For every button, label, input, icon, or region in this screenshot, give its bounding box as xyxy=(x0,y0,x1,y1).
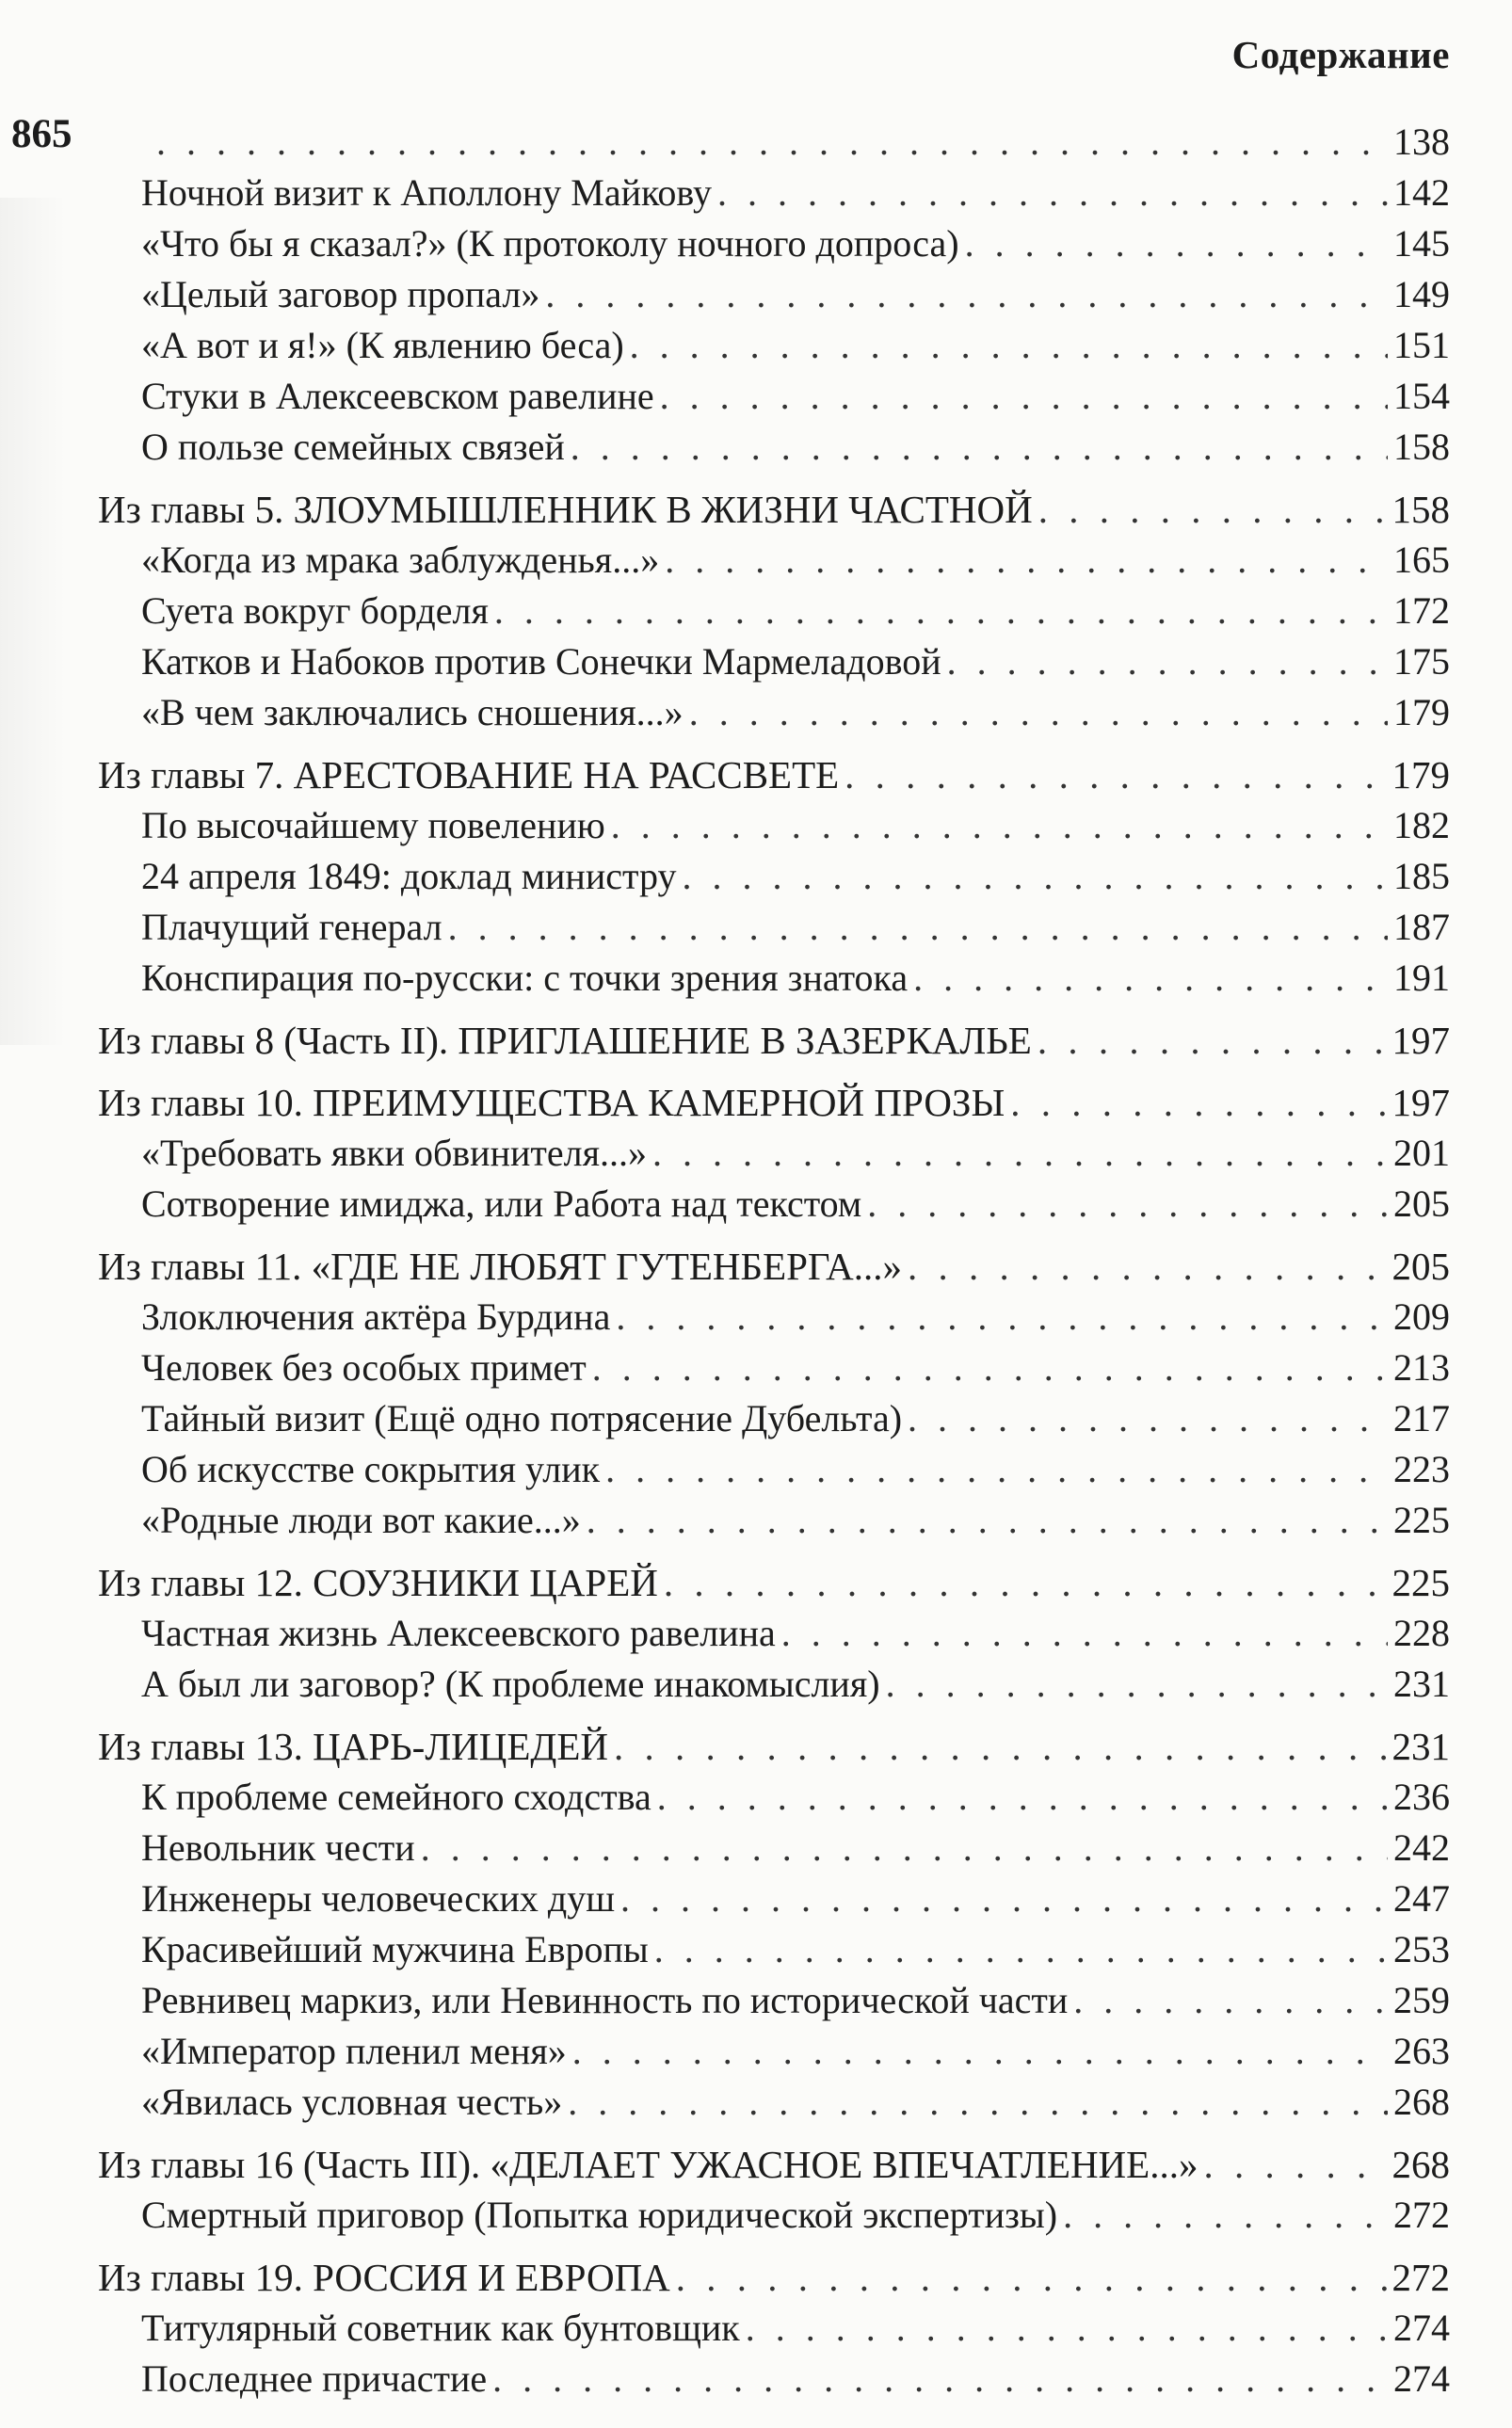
chapter-title: Из главы 12. СОУЗНИКИ ЦАРЕЙ xyxy=(98,1561,658,1604)
page-ref: 272 xyxy=(1391,2256,1450,2299)
dot-leader xyxy=(614,1721,1386,1772)
section-title: Последнее причастие xyxy=(141,2357,488,2400)
dot-leader xyxy=(1010,1077,1386,1128)
toc-section-entry[interactable] xyxy=(0,371,1512,422)
dot-leader xyxy=(545,269,1388,320)
section-title: «Явилась условная честь» xyxy=(141,2081,563,2123)
toc-section-entry[interactable] xyxy=(0,1393,1512,1444)
toc-chapter-entry[interactable] xyxy=(0,1721,1512,1772)
section-title: «А вот и я!» (К явлению беса) xyxy=(141,324,624,366)
page-ref: 197 xyxy=(1391,1019,1450,1062)
toc-chapter-entry[interactable] xyxy=(0,1015,1512,1066)
dot-leader xyxy=(781,1608,1388,1659)
toc-section-entry[interactable] xyxy=(0,586,1512,636)
toc-chapter-group xyxy=(0,1077,1512,1230)
section-title: К проблеме семейного сходства xyxy=(141,1776,651,1818)
dot-leader xyxy=(572,2026,1388,2077)
section-title: «Император пленил меня» xyxy=(141,2030,567,2072)
section-title: «Требовать явки обвинителя...» xyxy=(141,1132,647,1174)
toc-section-entry[interactable] xyxy=(0,168,1512,218)
section-title: Конспирация по-русски: с точки зрения знатока xyxy=(141,957,909,999)
section-title: Титулярный советник как бунтовщик xyxy=(141,2307,740,2349)
toc-section-entry[interactable] xyxy=(0,953,1512,1004)
page-ref: 142 xyxy=(1393,171,1450,214)
page-ref: 231 xyxy=(1393,1663,1450,1705)
toc-section-entry[interactable] xyxy=(0,2354,1512,2404)
dot-leader xyxy=(620,1873,1388,1924)
page-ref: 274 xyxy=(1393,2357,1450,2400)
dot-leader xyxy=(592,1343,1388,1393)
toc-chapter-group xyxy=(0,1557,1512,1710)
page-ref: 247 xyxy=(1393,1877,1450,1920)
toc-section-entry[interactable] xyxy=(0,1873,1512,1924)
dot-leader xyxy=(1038,484,1387,535)
page-ref: 263 xyxy=(1393,2030,1450,2072)
page-ref: 223 xyxy=(1393,1448,1450,1490)
toc-chapter-entry[interactable] xyxy=(0,1557,1512,1608)
dot-leader xyxy=(605,1444,1388,1495)
dot-leader xyxy=(664,1557,1387,1608)
page-ref: 225 xyxy=(1393,1499,1450,1541)
page-ref: 151 xyxy=(1393,324,1450,366)
page-ref: 201 xyxy=(1393,1132,1450,1174)
dot-leader xyxy=(1073,1975,1388,2026)
toc-section-entry[interactable] xyxy=(0,269,1512,320)
page-ref: 259 xyxy=(1393,1979,1450,2021)
toc-chapter-entry[interactable] xyxy=(0,484,1512,535)
page-ref: 138 xyxy=(1393,121,1450,163)
toc-section-entry[interactable] xyxy=(0,2077,1512,2128)
chapter-title: Из главы 8 (Часть II). ПРИГЛАШЕНИЕ В ЗАЗЕРКАЛЬЕ xyxy=(98,1019,1032,1062)
toc-chapter-group xyxy=(0,1241,1512,1546)
page-ref: 228 xyxy=(1393,1612,1450,1654)
dot-leader xyxy=(717,168,1388,218)
chapter-title: Из главы 11. «ГДЕ НЕ ЛЮБЯТ ГУТЕНБЕРГА...» xyxy=(98,1245,903,1288)
page-ref: 217 xyxy=(1393,1397,1450,1439)
toc-section-entry[interactable] xyxy=(0,1343,1512,1393)
toc-section-entry[interactable] xyxy=(0,1444,1512,1495)
section-title: Невольник чести xyxy=(141,1826,415,1869)
section-title: Суета вокруг борделя xyxy=(141,589,489,632)
running-header: Содержание xyxy=(1231,33,1450,76)
toc-section-entry[interactable] xyxy=(0,1608,1512,1659)
dot-leader xyxy=(844,749,1386,800)
chapter-title: Из главы 5. ЗЛОУМЫШЛЕННИК В ЖИЗНИ ЧАСТНОЙ xyxy=(98,488,1033,531)
dot-leader xyxy=(1203,2139,1386,2190)
dot-leader xyxy=(571,422,1388,473)
section-title: «Целый заговор пропал» xyxy=(141,273,540,315)
dot-leader xyxy=(611,800,1388,851)
section-title: Тайный визит (Ещё одно потрясение Дубельта) xyxy=(141,1397,903,1439)
page-ref: 209 xyxy=(1393,1295,1450,1338)
section-title: «Когда из мрака заблужденья...» xyxy=(141,539,660,581)
page-ref: 179 xyxy=(1393,691,1450,733)
toc-chapter-group xyxy=(0,749,1512,1004)
page-ref: 274 xyxy=(1393,2307,1450,2349)
section-title: Смертный приговор (Попытка юридической экспертизы) xyxy=(141,2194,1058,2236)
dot-leader xyxy=(630,320,1388,371)
section-title: Инженеры человеческих душ xyxy=(141,1877,616,1920)
section-title: Ночной визит к Аполлону Майкову xyxy=(141,171,712,214)
page-ref: 179 xyxy=(1391,753,1450,796)
toc-section-entry[interactable] xyxy=(0,535,1512,586)
section-title: Частная жизнь Алексеевского равелина xyxy=(141,1612,776,1654)
toc-section-entry[interactable] xyxy=(0,800,1512,851)
page-ref: 268 xyxy=(1393,2081,1450,2123)
dot-leader xyxy=(908,1393,1388,1444)
dot-leader xyxy=(965,218,1388,269)
dot-leader xyxy=(568,2077,1388,2128)
toc-section-entry[interactable] xyxy=(0,1179,1512,1230)
page-ref: 145 xyxy=(1393,222,1450,265)
page-ref: 149 xyxy=(1393,273,1450,315)
toc-section-entry[interactable] xyxy=(0,2190,1512,2241)
section-title: А был ли заговор? (К проблеме инакомыслия) xyxy=(141,1663,880,1705)
toc-section-entry[interactable] xyxy=(0,2303,1512,2354)
page-ref: 268 xyxy=(1391,2143,1450,2186)
toc-section-entry[interactable] xyxy=(0,851,1512,902)
section-title: «В чем заключались сношения...» xyxy=(141,691,684,733)
toc-section-entry[interactable] xyxy=(0,1924,1512,1975)
page-ref: 197 xyxy=(1391,1081,1450,1124)
toc-chapter-entry[interactable] xyxy=(0,2139,1512,2190)
section-title: Плачущий генерал xyxy=(141,906,442,948)
dot-leader xyxy=(657,1772,1388,1823)
dot-leader xyxy=(676,2252,1387,2303)
dot-leader xyxy=(616,1292,1388,1343)
chapter-title: Из главы 19. РОССИЯ И ЕВРОПА xyxy=(98,2256,670,2299)
section-title: Сотворение имиджа, или Работа над текстом xyxy=(141,1182,862,1225)
toc-section-entry[interactable] xyxy=(0,1292,1512,1343)
toc-chapter-group xyxy=(0,2252,1512,2404)
page-ref: 172 xyxy=(1393,589,1450,632)
toc-section-entry[interactable] xyxy=(0,1975,1512,2026)
section-title: 24 апреля 1849: доклад министру xyxy=(141,855,677,897)
toc-section-entry[interactable] xyxy=(0,422,1512,473)
chapter-title: Из главы 13. ЦАРЬ-ЛИЦЕДЕЙ xyxy=(98,1725,609,1768)
section-title: Об искусстве сокрытия улик xyxy=(141,1448,601,1490)
page-ref: 225 xyxy=(1391,1561,1450,1604)
toc-chapter-entry[interactable] xyxy=(0,1241,1512,1292)
page-ref: 175 xyxy=(1393,640,1450,683)
page-ref: 205 xyxy=(1391,1245,1450,1288)
dot-leader xyxy=(156,117,1388,168)
section-title: «Что бы я сказал?» (К протоколу ночного допроса) xyxy=(141,222,959,265)
page-ref: 182 xyxy=(1393,804,1450,846)
page-ref: 253 xyxy=(1393,1928,1450,1970)
toc-section-entry[interactable] xyxy=(0,687,1512,738)
toc-section-entry[interactable] xyxy=(0,902,1512,953)
toc-chapter-entry[interactable] xyxy=(0,2252,1512,2303)
page-ref: 187 xyxy=(1393,906,1450,948)
toc-chapter-group xyxy=(0,1721,1512,2128)
dot-leader xyxy=(665,535,1388,586)
chapter-title: Из главы 10. ПРЕИМУЩЕСТВА КАМЕРНОЙ ПРОЗЫ xyxy=(98,1081,1005,1124)
page-ref: 191 xyxy=(1393,957,1450,999)
section-title: Человек без особых примет xyxy=(141,1346,587,1389)
toc-chapter-group xyxy=(0,484,1512,738)
section-title: О пользе семейных связей xyxy=(141,426,565,468)
page-ref: 231 xyxy=(1391,1725,1450,1768)
toc-chapter-group xyxy=(0,2139,1512,2241)
toc-section-entry[interactable] xyxy=(0,1823,1512,1873)
page-ref: 205 xyxy=(1393,1182,1450,1225)
section-title: По высочайшему повелению xyxy=(141,804,605,846)
toc-chapter-entry[interactable] xyxy=(0,749,1512,800)
page-ref: 158 xyxy=(1391,488,1450,531)
section-title: Катков и Набоков против Сонечки Мармеладовой xyxy=(141,640,941,683)
dot-leader xyxy=(421,1823,1388,1873)
toc-section-entry[interactable] xyxy=(0,1772,1512,1823)
section-title: Ревнивец маркиз, или Невинность по исторической части xyxy=(141,1979,1069,2021)
section-title: Стуки в Алексеевском равелине xyxy=(141,375,654,417)
dot-leader xyxy=(587,1495,1388,1546)
dot-leader xyxy=(682,851,1388,902)
dot-leader xyxy=(886,1659,1388,1710)
page-number: 865 xyxy=(11,112,72,156)
page-ref: 213 xyxy=(1393,1346,1450,1389)
page-ref: 158 xyxy=(1393,426,1450,468)
page-ref: 236 xyxy=(1393,1776,1450,1818)
dot-leader xyxy=(492,2354,1388,2404)
toc-section-entry[interactable] xyxy=(0,1659,1512,1710)
toc-section-entry[interactable] xyxy=(0,320,1512,371)
toc-section-entry[interactable] xyxy=(0,1128,1512,1179)
page-ref: 154 xyxy=(1393,375,1450,417)
dot-leader xyxy=(689,687,1388,738)
toc-section-entry[interactable] xyxy=(0,218,1512,269)
toc-section-entry[interactable] xyxy=(0,2026,1512,2077)
toc-chapter-group xyxy=(0,1015,1512,1066)
dot-leader xyxy=(494,586,1388,636)
toc-chapter-group xyxy=(0,117,1512,473)
page-ref: 165 xyxy=(1393,539,1450,581)
page-ref: 272 xyxy=(1393,2194,1450,2236)
dot-leader xyxy=(947,636,1388,687)
section-title: Злоключения актёра Бурдина xyxy=(141,1295,611,1338)
toc-section-entry[interactable] xyxy=(0,636,1512,687)
dot-leader xyxy=(746,2303,1388,2354)
dot-leader xyxy=(908,1241,1386,1292)
toc-section-entry[interactable] xyxy=(0,117,1512,168)
dot-leader xyxy=(1037,1015,1387,1066)
toc-section-entry[interactable] xyxy=(0,1495,1512,1546)
dot-leader xyxy=(660,371,1388,422)
dot-leader xyxy=(654,1924,1388,1975)
dot-leader xyxy=(1063,2190,1388,2241)
chapter-title: Из главы 16 (Часть III). «ДЕЛАЕТ УЖАСНОЕ ВПЕЧАТЛЕНИЕ...» xyxy=(98,2143,1198,2186)
page-ref: 242 xyxy=(1393,1826,1450,1869)
dot-leader xyxy=(867,1179,1388,1230)
dot-leader xyxy=(913,953,1388,1004)
page-ref: 185 xyxy=(1393,855,1450,897)
section-title: «Родные люди вот какие...» xyxy=(141,1499,581,1541)
dot-leader xyxy=(448,902,1388,953)
section-title: Красивейший мужчина Европы xyxy=(141,1928,649,1970)
table-of-contents xyxy=(0,117,1512,2404)
dot-leader xyxy=(652,1128,1388,1179)
toc-chapter-entry[interactable] xyxy=(0,1077,1512,1128)
chapter-title: Из главы 7. АРЕСТОВАНИЕ НА РАССВЕТЕ xyxy=(98,753,840,796)
